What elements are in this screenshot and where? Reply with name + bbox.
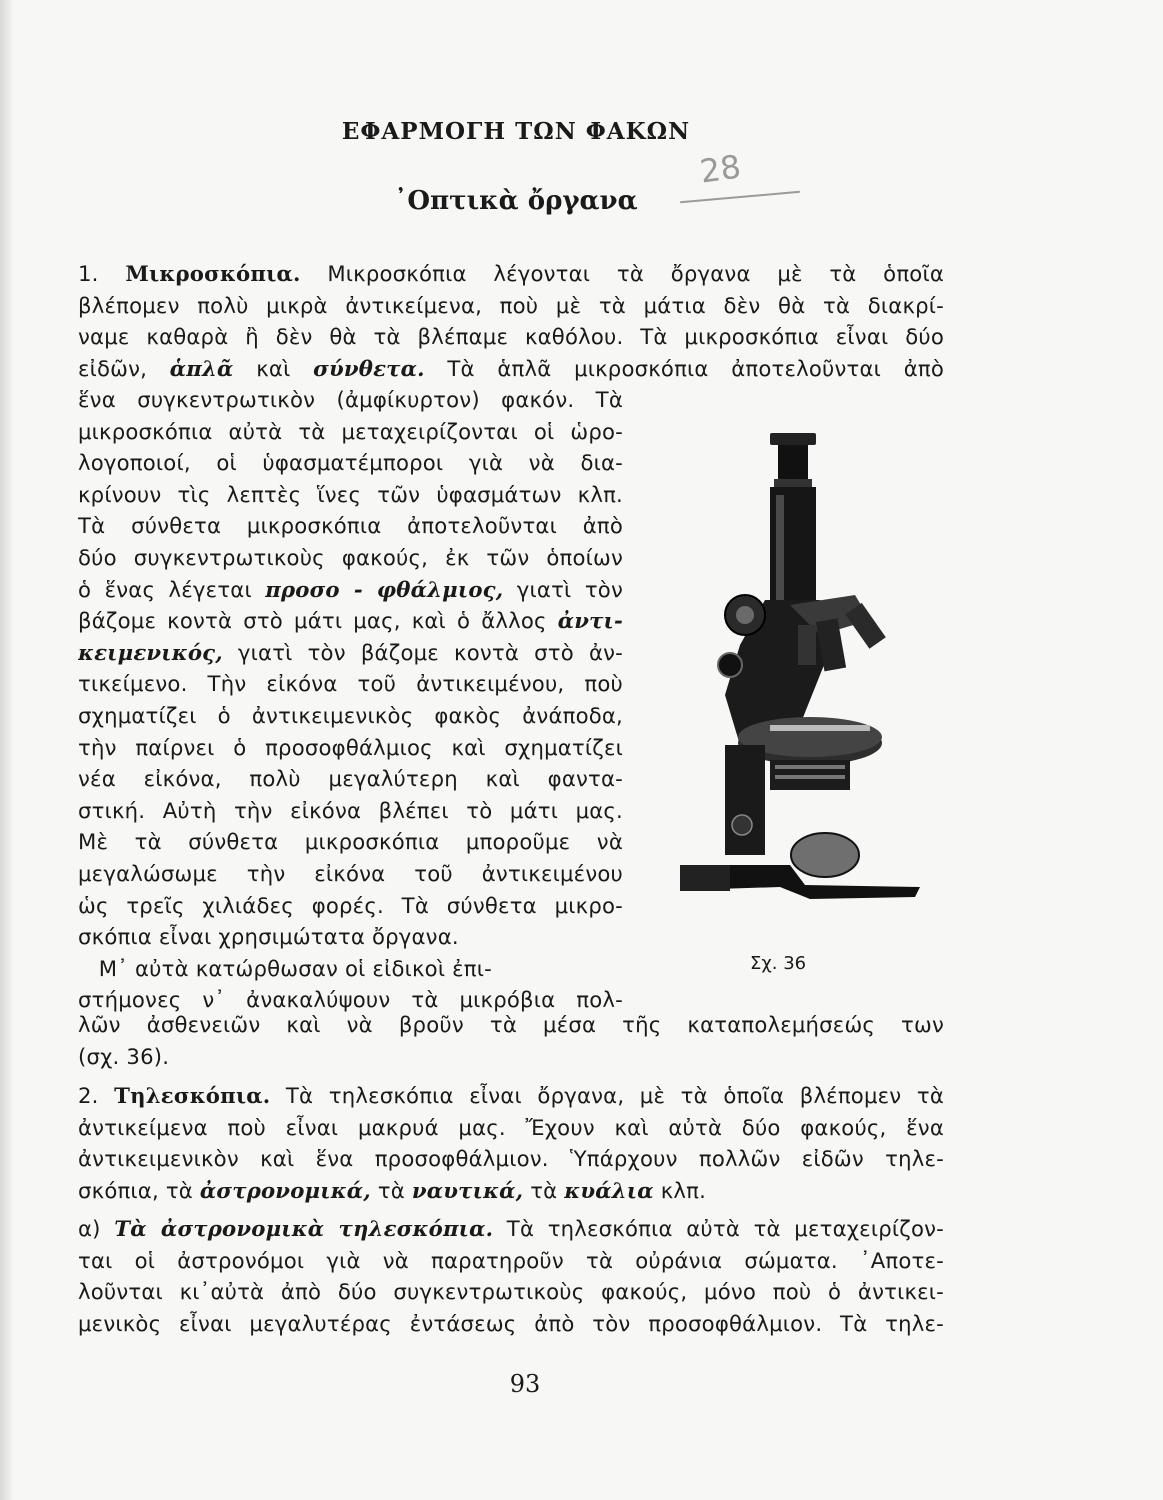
text-line: (σχ. 36). [78,1043,170,1069]
microscope-illustration [670,425,940,900]
text-line: στική. Αὐτὴ τὴν εἰκόνα βλέπει τὸ μάτι μας. [78,797,623,823]
text-line: λῶν ἀσθενειῶν καὶ νὰ βροῦν τὰ μέσα τῆς καταπολεμήσεώς των [78,1012,944,1037]
text-line: σκόπια, τὰ ἀστρονομικά, τὰ ναυτικά, τὰ κυάλια κλπ. [78,1177,707,1203]
figure-caption: Σχ. 36 [750,953,807,974]
microscopes-paragraph-closing [78,1009,944,1072]
text-line: μεγαλώσωμε τὴν εἰκόνα τοῦ ἀντικειμένου [78,860,623,886]
text-line: κρίνουν τὶς λεπτὲς ἵνες τῶν ὑφασμάτων κλπ. [78,481,623,507]
text-line: δύο συγκεντρωτικοὺς φακούς, ἐκ τῶν ὁποίων [78,544,623,570]
text-line: ται οἱ ἀστρονόμοι γιὰ νὰ παρατηροῦν τὰ οὐράνια σώματα. ᾿Αποτε- [78,1247,944,1273]
text-line: εἰδῶν, ἁπλᾶ καὶ σύνθετα. Τὰ ἁπλᾶ μικροσκόπια ἀποτελοῦνται ἀπὸ [78,355,944,381]
text-line: σκόπια εἶναι χρησιμώτατα ὄργανα. [78,924,459,950]
text-line: Μ᾿ αὐτὰ κατώρθωσαν οἱ εἰδικοὶ ἐπι- [78,955,492,981]
chapter-title: ΕΦΑΡΜΟΓΗ ΤΩΝ ΦΑΚΩΝ [341,118,691,145]
text-line: στήμονες ν᾿ ἀνακαλύψουν τὰ μικρόβια πολ- [78,987,623,1013]
telescopes-paragraph [78,1080,944,1206]
text-line: βλέπομεν πολὺ μικρὰ ἀντικείμενα, ποὺ μὲ τὰ μάτια δὲν θὰ τὰ διακρί- [78,292,944,318]
page-number: 93 [509,1370,541,1398]
page-edge-shadow [0,0,14,1500]
astronomical-telescopes-paragraph [78,1213,944,1339]
text-line: τὴν παίρνει ὁ προσοφθάλμιος καὶ σχηματίζει [78,734,623,760]
text-line: τικείμενο. Τὴν εἰκόνα τοῦ ἀντικειμένου, ποὺ [78,671,623,697]
text-line: λογοποιοί, οἱ ὑφασματέμποροι γιὰ νὰ δια- [78,450,623,476]
text-line: Μὲ τὰ σύνθετα μικροσκόπια μποροῦμε νὰ [78,829,623,855]
text-line: Τὰ σύνθετα μικροσκόπια ἀποτελοῦνται ἀπὸ [78,513,623,539]
microscopes-paragraph-column [78,384,623,1016]
text-line: ἕνα συγκεντρωτικὸν (ἀμφίκυρτον) φακόν. Τὰ [78,387,623,412]
text-line: μενικὸς εἶναι μεγαλυτέρας ἐντάσεως ἀπὸ τὸν προσοφθάλμιον. Τὰ τηλε- [78,1310,944,1336]
text-line: ἀντικειμενικὸν καὶ ἕνα προσοφθάλμιον. Ὑπάρχουν πολλῶν εἰδῶν τηλε- [78,1146,944,1172]
text-line: νέα εἰκόνα, πολὺ μεγαλύτερη καὶ φαντα- [78,766,623,792]
text-line: 2. Τηλεσκόπια. Τὰ τηλεσκόπια εἶναι ὄργανα, μὲ τὰ ὁποῖα βλέπομεν τὰ [78,1083,944,1108]
text-line: λοῦνται κι᾿αὐτὰ ἀπὸ δύο συγκεντρωτικοὺς φακούς, μόνο ποὺ ὁ ἀντικει- [78,1279,944,1305]
text-line: α) Τὰ ἀστρονομικὰ τηλεσκόπια. Τὰ τηλεσκόπια αὐτὰ τὰ μεταχειρίζον- [78,1216,944,1241]
text-line: 1. Μικροσκόπια. Μικροσκόπια λέγονται τὰ ὄργανα μὲ τὰ ὁποῖα [78,261,944,286]
microscopes-paragraph-intro [78,258,944,384]
text-line: κειμενικός, γιατὶ τὸν βάζομε κοντὰ στὸ ἀν- [78,639,623,665]
text-line: ναμε καθαρὰ ἢ δὲν θὰ τὰ βλέπαμε καθόλου. Τὰ μικροσκόπια εἶναι δύο [78,324,944,350]
text-line: σχηματίζει ὁ ἀντικειμενικὸς φακὸς ἀνάποδα, [78,702,623,728]
section-title: ᾿Οπτικὰ ὄργανα [394,186,638,216]
text-line: βάζομε κοντὰ στὸ μάτι μας, καὶ ὁ ἄλλος ἀντι- [78,608,623,634]
text-line: ὡς τρεῖς χιλιάδες φορές. Τὰ σύνθετα μικρο- [78,892,623,918]
text-line: ἀντικείμενα ποὺ εἶναι μακρυά μας. Ἔχουν καὶ αὐτὰ δύο φακούς, ἕνα [78,1114,944,1140]
text-line: μικροσκόπια αὐτὰ τὰ μεταχειρίζονται οἱ ὡρο- [78,418,623,444]
text-line: ὁ ἕνας λέγεται προσο - φθάλμιος, γιατὶ τὸν [78,576,623,602]
handwritten-page-note: 28 [697,147,744,191]
